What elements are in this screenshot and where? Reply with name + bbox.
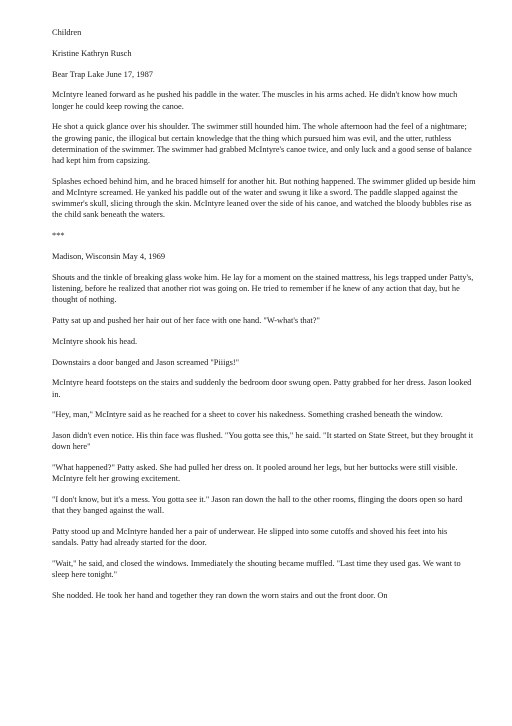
paragraph: McIntyre heard footsteps on the stairs and suddenly the bedroom door swung open. Patty grabbed for her dress. Jason looked in. [52,378,472,399]
document-author: Kristine Kathryn Rusch [52,48,132,58]
document-title: Children [52,28,82,37]
paragraph: Patty stood up and McIntyre handed her a pair of underwear. He slipped into some cutoffs and shoved his feet into his sandals. Patty had already started for the door. [52,527,448,548]
paragraph: "Hey, man," McIntyre said as he reached for a sheet to cover his nakedness. Something crashed beneath the window. [52,410,443,420]
paragraph: McIntyre leaned forward as he pushed his paddle in the water. The muscles in his arms ached. He didn't know how much longer he could keep rowing the canoe. [52,90,458,111]
paragraph: Downstairs a door banged and Jason screamed "Piiigs!" [52,357,240,367]
paragraph: "I don't know, but it's a mess. You gotta see it." Jason ran down the hall to the other rooms, flinging the doors open so hard that they banged against the wall. [52,495,463,516]
section-heading-madison: Madison, Wisconsin May 4, 1969 [52,252,166,261]
paragraph: Jason didn't even notice. His thin face was flushed. "You gotta see this," he said. "It started on State Street, but they brought it down here" [52,431,474,452]
paragraph: "Wait," he said, and closed the windows. Immediately the shouting became muffled. "Last time they used gas. We want to sleep here tonight." [52,559,461,580]
paragraph: She nodded. He took her hand and together they ran down the worn stairs and out the front door. On [52,591,388,601]
paragraph: Patty sat up and pushed her hair out of her face with one hand. "W-what's that?" [52,316,320,325]
scene-break: *** [52,231,65,241]
paragraph: He shot a quick glance over his shoulder. The swimmer still hounded him. The whole afternoon had the feel of a nightmare; the growing panic, the illogical but certain knowledge that the thing which pursued him was evil, and the utter, ruthless determination of the swimmer. The swimmer had grabbed McIntyre's canoe twice, and only luck and a good sense of balance had kept him from capsizing. [52,122,472,165]
paragraph: "What happened?" Patty asked. She had pulled her dress on. It pooled around her legs, but her buttocks were still visible. McIntyre felt her growing excitement. [52,463,458,484]
paragraph: Splashes echoed behind him, and he braced himself for another hit. But nothing happened. The swimmer glided up beside him and McIntyre screamed. He yanked his paddle out of the water and swung it like a sword. The paddle slapped against the swimmer's skull, slicing through the skin. McIntyre leaned over the side of his canoe, and watched the bloody bubbles rise as the child sank beneath the waters. [52,176,476,220]
section-heading-bear-trap-lake: Bear Trap Lake June 17, 1987 [52,69,153,79]
paragraph: McIntyre shook his head. [52,336,138,346]
document-page [52,27,476,611]
paragraph: Shouts and the tinkle of breaking glass woke him. He lay for a moment on the stained mattress, his legs trapped under Patty's, listening, before he realized that another riot was going on. He tried to remember if he knew of any action that day, but he thought of nothing. [52,272,474,305]
